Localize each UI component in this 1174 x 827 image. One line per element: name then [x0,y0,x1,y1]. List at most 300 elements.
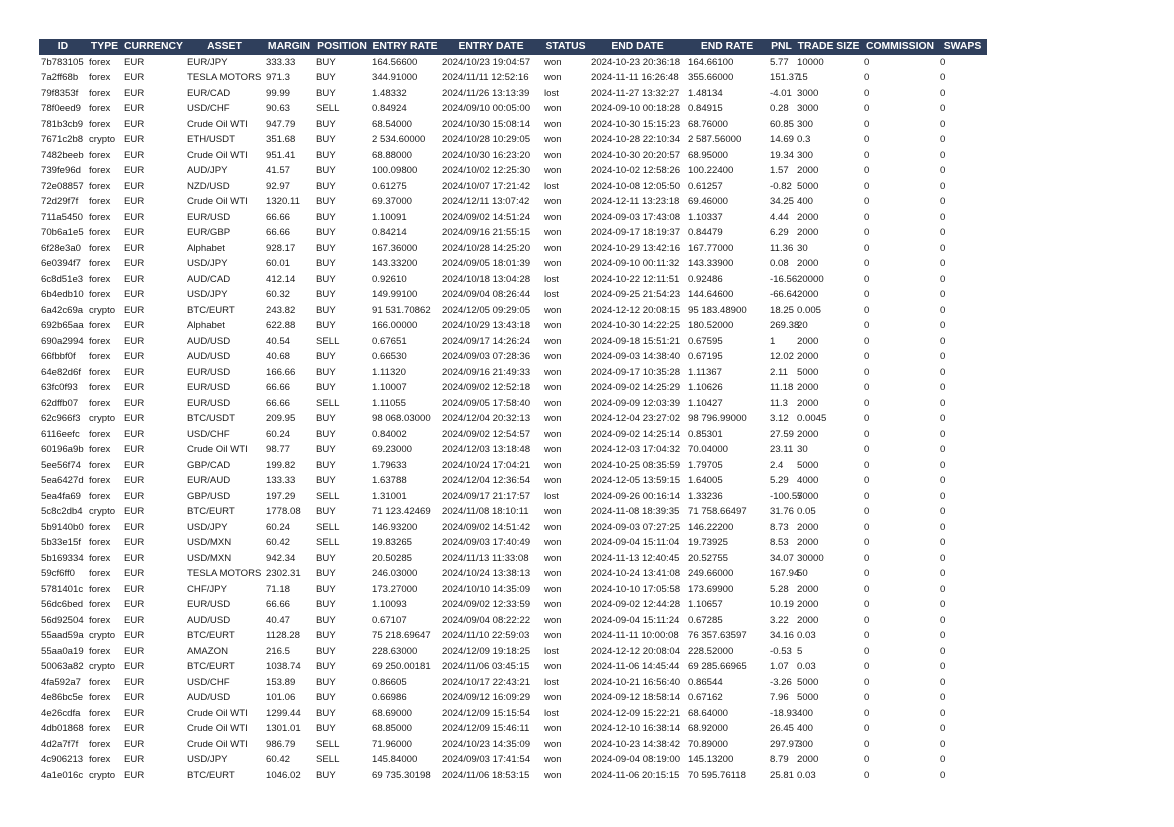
cell-id: 7b783105 [41,56,84,68]
cell-position: BUY [316,444,336,455]
cell-entry-date: 2024/12/03 13:18:48 [442,444,531,455]
cell-margin: 133.33 [266,475,296,486]
cell-trade-size: 2000 [797,537,819,548]
cell-status: won [544,366,562,378]
cell-commission: 0 [864,149,870,161]
cell-status: won [544,583,562,595]
cell-swaps: 0 [940,366,946,378]
cell-position: BUY [316,552,336,564]
cell-position: BUY [316,475,336,486]
cell-type: forex [89,56,111,68]
table-row [39,396,987,412]
cell-position: BUY [316,769,336,781]
cell-end-date: 2024-11-08 18:39:35 [591,506,680,517]
cell-trade-size: 2000 [797,428,819,440]
cell-end-date: 2024-09-02 14:25:29 [591,382,681,393]
cell-pnl: 26.45 [770,723,795,734]
table-row [39,210,987,226]
cell-asset: BTC/EURT [187,630,235,641]
cell-margin: 66.66 [266,382,291,393]
cell-end-rate: 164.66100 [688,56,734,68]
cell-currency: EUR [124,165,145,176]
cell-swaps: 0 [940,351,946,362]
cell-currency: EUR [124,707,145,719]
cell-entry-date: 2024/10/28 14:25:20 [442,242,531,254]
cell-pnl: 0.28 [770,103,789,114]
cell-status: won [544,382,562,393]
table-row [39,613,987,629]
cell-id: 6116eefc [41,428,80,440]
cell-entry-rate: 164.56600 [372,56,418,68]
cell-id: 50063a82 [41,661,84,672]
cell-position: BUY [316,630,336,641]
cell-currency: EUR [124,289,145,300]
table-row [39,473,987,489]
cell-trade-size: 30 [797,242,808,254]
table-row [39,86,987,102]
cell-status: won [544,537,562,548]
cell-end-date: 2024-09-02 12:44:28 [591,599,681,610]
cell-entry-rate: 1.31001 [372,490,407,502]
cell-swaps: 0 [940,304,946,316]
cell-swaps: 0 [940,428,946,440]
cell-entry-date: 2024/11/06 18:53:15 [442,769,530,781]
cell-currency: EUR [124,196,145,207]
cell-status: won [544,56,562,68]
cell-trade-size: 2000 [797,397,819,409]
cell-type: forex [89,475,111,486]
cell-entry-rate: 69.37000 [372,196,413,207]
cell-pnl: 60.85 [770,118,795,130]
cell-swaps: 0 [940,56,946,68]
cell-commission: 0 [864,134,870,145]
cell-currency: EUR [124,537,145,548]
cell-id: 59cf6ff0 [41,568,75,579]
cell-commission: 0 [864,118,870,130]
cell-swaps: 0 [940,568,946,579]
table-row [39,241,987,257]
cell-asset: BTC/EURT [187,661,235,672]
cell-id: 692b65aa [41,320,84,331]
cell-asset: BTC/EURT [187,506,235,517]
cell-id: 5781401c [41,583,84,595]
cell-trade-size: 3000 [797,87,819,99]
cell-margin: 209.95 [266,413,296,424]
cell-swaps: 0 [940,180,946,192]
cell-asset: TESLA MOTORS [187,568,262,579]
cell-currency: EUR [124,428,145,440]
cell-id: 5c8c2db4 [41,506,83,517]
column-header-entry-date: ENTRY DATE [440,39,542,55]
cell-id: 78f0eed9 [41,103,82,114]
cell-id: 5ee56f74 [41,459,82,471]
cell-position: BUY [316,568,336,579]
cell-pnl: 18.25 [770,304,795,316]
cell-id: 4e86bc5e [41,692,84,703]
cell-trade-size: 50 [797,568,808,579]
cell-entry-date: 2024/12/05 09:29:05 [442,304,531,316]
cell-pnl: 12.02 [770,351,795,362]
cell-entry-rate: 1.10091 [372,211,407,223]
cell-position: BUY [316,428,336,440]
cell-swaps: 0 [940,196,946,207]
cell-swaps: 0 [940,258,946,269]
cell-end-rate: 0.67595 [688,335,723,347]
cell-margin: 947.79 [266,118,296,130]
cell-margin: 1778.08 [266,506,301,517]
cell-pnl: 8.79 [770,754,789,765]
cell-currency: EUR [124,459,145,471]
cell-currency: EUR [124,180,145,192]
cell-entry-rate: 166.00000 [372,320,418,331]
cell-asset: EUR/USD [187,599,231,610]
cell-status: won [544,196,562,207]
cell-end-date: 2024-11-27 13:32:27 [591,87,680,99]
cell-end-date: 2024-09-02 14:25:14 [591,428,681,440]
cell-end-rate: 1.11367 [688,366,722,378]
cell-margin: 1301.01 [266,723,301,734]
cell-type: forex [89,335,111,347]
cell-entry-date: 2024/10/30 16:23:20 [442,149,531,161]
cell-entry-rate: 228.63000 [372,645,418,657]
cell-end-date: 2024-10-25 08:35:59 [591,459,681,471]
cell-status: won [544,552,562,564]
cell-end-date: 2024-10-30 15:15:23 [591,118,681,130]
cell-pnl: 14.69 [770,134,795,145]
cell-entry-date: 2024/09/02 12:33:59 [442,599,531,610]
cell-swaps: 0 [940,289,946,300]
cell-status: won [544,258,562,269]
cell-commission: 0 [864,552,870,564]
cell-margin: 40.54 [266,335,291,347]
table-row [39,752,987,768]
cell-pnl: -3.26 [770,676,792,688]
column-header-swaps: SWAPS [938,39,987,55]
cell-id: 4a1e016c [41,769,84,781]
cell-swaps: 0 [940,149,946,161]
cell-margin: 971.3 [266,72,291,83]
cell-id: 4fa592a7 [41,676,82,688]
cell-entry-rate: 1.10007 [372,382,407,393]
cell-margin: 986.79 [266,738,296,750]
cell-currency: EUR [124,72,145,83]
cell-swaps: 0 [940,754,946,765]
cell-currency: EUR [124,583,145,595]
cell-end-rate: 76 357.63597 [688,630,747,641]
cell-end-date: 2024-12-09 15:22:21 [591,707,681,719]
table-row [39,349,987,365]
cell-currency: EUR [124,397,145,409]
cell-entry-rate: 0.67107 [372,614,407,626]
cell-currency: EUR [124,645,145,657]
cell-commission: 0 [864,723,870,734]
cell-position: BUY [316,118,336,130]
table-row [39,148,987,164]
cell-trade-size: 0.03 [797,661,816,672]
cell-end-date: 2024-10-10 17:05:58 [591,583,681,595]
cell-currency: EUR [124,351,145,362]
cell-asset: ETH/USDT [187,134,235,145]
cell-end-date: 2024-11-06 20:15:15 [591,769,680,781]
table-row [39,194,987,210]
cell-swaps: 0 [940,707,946,719]
cell-trade-size: 300 [797,738,814,750]
cell-position: SELL [316,397,340,409]
cell-currency: EUR [124,754,145,765]
cell-type: forex [89,444,111,455]
cell-pnl: 5.77 [770,56,789,68]
cell-pnl: 167.94 [770,568,800,579]
cell-commission: 0 [864,351,870,362]
cell-trade-size: 2000 [797,583,819,595]
cell-margin: 351.68 [266,134,296,145]
cell-pnl: -0.82 [770,180,792,192]
cell-end-rate: 228.52000 [688,645,734,657]
cell-swaps: 0 [940,87,946,99]
cell-end-rate: 68.92000 [688,723,729,734]
table-row [39,504,987,520]
cell-position: BUY [316,351,336,362]
cell-pnl: 2.11 [770,366,788,378]
cell-status: won [544,630,562,641]
cell-position: BUY [316,583,336,595]
cell-trade-size: 400 [797,707,814,719]
cell-end-rate: 1.10626 [688,382,723,393]
cell-swaps: 0 [940,475,946,486]
cell-margin: 1299.44 [266,707,301,719]
cell-asset: EUR/USD [187,382,231,393]
cell-type: forex [89,397,111,409]
cell-position: BUY [316,180,336,192]
cell-swaps: 0 [940,552,946,564]
cell-end-rate: 70.89000 [688,738,729,750]
cell-trade-size: 0.0045 [797,413,827,424]
cell-end-rate: 68.76000 [688,118,729,130]
cell-asset: Alphabet [187,242,225,254]
table-row [39,597,987,613]
cell-position: SELL [316,490,340,502]
cell-pnl: 10.19 [770,599,795,610]
column-header-margin: MARGIN [264,39,314,55]
cell-asset: AUD/USD [187,351,231,362]
cell-status: won [544,506,562,517]
cell-entry-rate: 1.11055 [372,397,406,409]
cell-status: won [544,444,562,455]
cell-entry-rate: 69 250.00181 [372,661,431,672]
cell-currency: EUR [124,134,145,145]
cell-asset: EUR/USD [187,211,231,223]
cell-end-rate: 1.10337 [688,211,723,223]
cell-trade-size: 10000 [797,56,824,68]
cell-asset: USD/JPY [187,258,228,269]
cell-id: 56dc6bed [41,599,84,610]
cell-end-date: 2024-09-09 12:03:39 [591,397,681,409]
cell-position: BUY [316,459,336,471]
cell-end-date: 2024-12-11 13:23:18 [591,196,680,207]
cell-pnl: -66.64 [770,289,798,300]
cell-id: 62dffb07 [41,397,79,409]
cell-entry-rate: 68.69000 [372,707,413,719]
cell-type: forex [89,645,111,657]
cell-end-date: 2024-12-12 20:08:04 [591,645,681,657]
cell-asset: USD/MXN [187,537,232,548]
cell-pnl: 11.18 [770,382,794,393]
cell-currency: EUR [124,273,145,285]
table-row [39,768,987,784]
cell-entry-date: 2024/09/05 17:58:40 [442,397,531,409]
cell-type: forex [89,552,111,564]
column-header-asset: ASSET [185,39,264,55]
cell-entry-rate: 19.83265 [372,537,413,548]
cell-pnl: 8.53 [770,537,789,548]
cell-entry-date: 2024/11/08 18:10:11 [442,506,529,517]
cell-currency: EUR [124,599,145,610]
cell-currency: EUR [124,118,145,130]
cell-entry-date: 2024/12/11 13:07:42 [442,196,530,207]
cell-entry-rate: 71 123.42469 [372,506,431,517]
cell-type: forex [89,583,111,595]
cell-position: BUY [316,304,336,316]
table-header [39,39,987,55]
cell-entry-rate: 71.96000 [372,738,413,750]
cell-currency: EUR [124,521,145,533]
cell-end-rate: 0.61257 [688,180,723,192]
cell-status: won [544,475,562,486]
cell-trade-size: 0.03 [797,630,816,641]
cell-trade-size: 2000 [797,289,819,300]
cell-asset: EUR/CAD [187,87,231,99]
cell-status: won [544,165,562,176]
cell-trade-size: 30 [797,444,808,455]
cell-pnl: 3.22 [770,614,789,626]
cell-id: 62c966f3 [41,413,81,424]
cell-type: forex [89,227,111,238]
cell-position: BUY [316,289,336,300]
cell-pnl: 11.3 [770,397,788,409]
cell-end-date: 2024-10-30 14:22:25 [591,320,681,331]
cell-type: crypto [89,661,116,672]
cell-pnl: 34.25 [770,196,795,207]
cell-asset: EUR/USD [187,366,231,378]
cell-pnl: -18.93 [770,707,798,719]
cell-trade-size: 0.005 [797,304,822,316]
cell-position: BUY [316,661,336,672]
cell-margin: 166.66 [266,366,296,378]
cell-type: forex [89,599,111,610]
cell-type: forex [89,428,111,440]
cell-asset: Crude Oil WTI [187,149,248,161]
cell-entry-rate: 98 068.03000 [372,413,431,424]
cell-end-date: 2024-09-17 18:19:37 [591,227,681,238]
column-header-position: POSITION [314,39,370,55]
cell-commission: 0 [864,630,870,641]
cell-id: 64e82d6f [41,366,82,378]
cell-margin: 243.82 [266,304,296,316]
cell-position: BUY [316,273,336,285]
cell-commission: 0 [864,692,870,703]
cell-entry-date: 2024/09/02 14:51:24 [442,211,531,223]
cell-end-date: 2024-12-12 20:08:15 [591,304,681,316]
cell-currency: EUR [124,87,145,99]
cell-position: BUY [316,320,336,331]
table-row [39,365,987,381]
cell-type: forex [89,614,111,626]
cell-trade-size: 0.03 [797,769,816,781]
cell-pnl: 3.12 [770,413,789,424]
cell-commission: 0 [864,614,870,626]
cell-end-rate: 0.85301 [688,428,723,440]
cell-commission: 0 [864,413,870,424]
cell-position: BUY [316,87,336,99]
cell-asset: USD/CHF [187,103,230,114]
cell-id: 6b4edb10 [41,289,84,300]
cell-entry-date: 2024/10/30 15:08:14 [442,118,531,130]
cell-commission: 0 [864,87,870,99]
cell-entry-date: 2024/09/16 21:55:15 [442,227,531,238]
table-row [39,675,987,691]
cell-margin: 60.42 [266,754,291,765]
cell-entry-date: 2024/09/03 17:41:54 [442,754,531,765]
table-row [39,582,987,598]
cell-type: forex [89,723,111,734]
cell-type: crypto [89,304,116,316]
cell-position: BUY [316,645,336,657]
cell-commission: 0 [864,258,870,269]
cell-end-rate: 0.84479 [688,227,723,238]
table-row [39,706,987,722]
cell-end-date: 2024-10-21 16:56:40 [591,676,681,688]
table-row [39,442,987,458]
table-row [39,737,987,753]
cell-position: BUY [316,258,336,269]
column-header-end-date: END DATE [589,39,686,55]
cell-entry-date: 2024/09/02 12:54:57 [442,428,531,440]
cell-end-rate: 70 595.76118 [688,769,746,781]
cell-entry-date: 2024/10/23 14:35:09 [442,738,531,750]
cell-pnl: 31.76 [770,506,795,517]
cell-entry-date: 2024/11/11 12:52:16 [442,72,529,83]
cell-pnl: 6.29 [770,227,789,238]
cell-margin: 333.33 [266,56,296,68]
cell-commission: 0 [864,645,870,657]
table-row [39,427,987,443]
cell-end-date: 2024-10-02 12:58:26 [591,165,681,176]
cell-trade-size: 0.05 [797,506,816,517]
table-row [39,272,987,288]
cell-end-rate: 143.33900 [688,258,734,269]
cell-trade-size: 0.3 [797,134,811,145]
cell-commission: 0 [864,72,870,83]
cell-type: crypto [89,506,116,517]
cell-swaps: 0 [940,165,946,176]
cell-swaps: 0 [940,273,946,285]
cell-asset: BTC/EURT [187,304,235,316]
cell-status: won [544,661,562,672]
cell-end-rate: 1.48134 [688,87,723,99]
cell-type: forex [89,72,111,83]
cell-entry-date: 2024/12/09 19:18:25 [442,645,531,657]
cell-currency: EUR [124,475,145,486]
cell-margin: 60.01 [266,258,291,269]
cell-trade-size: 2000 [797,227,819,238]
cell-id: 4d2a7f7f [41,738,79,750]
cell-currency: EUR [124,692,145,703]
cell-end-rate: 167.77000 [688,242,734,254]
cell-pnl: 7.96 [770,692,789,703]
cell-commission: 0 [864,242,870,254]
cell-id: 72e08857 [41,180,84,192]
cell-entry-rate: 145.84000 [372,754,418,765]
